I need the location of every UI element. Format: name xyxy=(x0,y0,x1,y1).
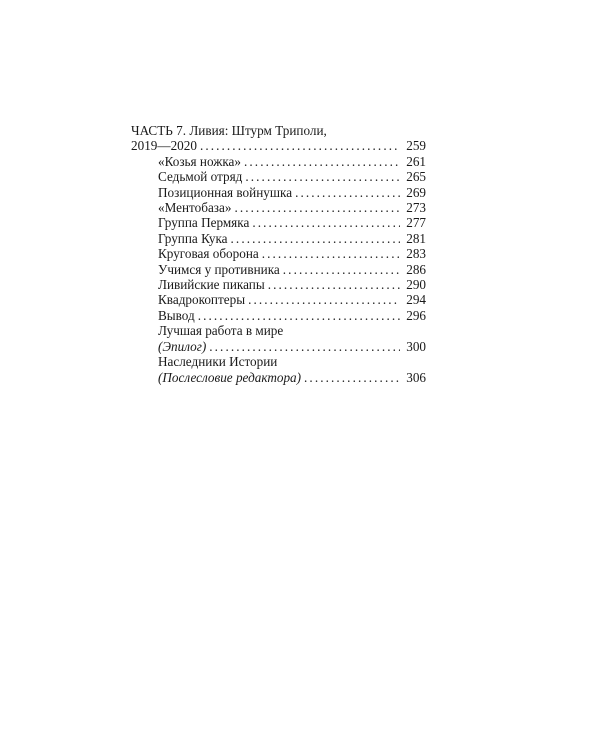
dot-leader xyxy=(262,246,400,261)
page-number: 269 xyxy=(406,184,426,200)
afterword-subtitle: (Послесловие редактора) xyxy=(158,369,302,385)
entry-title: Квадрокоптеры xyxy=(158,292,246,308)
page-number: 273 xyxy=(406,200,426,216)
dot-leader xyxy=(248,292,400,307)
toc-entry[interactable] xyxy=(131,200,426,215)
page-number: 306 xyxy=(406,369,426,385)
entry-title: Ливийские пикапы xyxy=(158,277,265,293)
entry-title: Седьмой отряд xyxy=(158,169,243,185)
dot-leader xyxy=(200,138,400,153)
dot-leader xyxy=(244,154,400,169)
epilogue-title: Лучшая работа в мире xyxy=(158,323,284,339)
toc-entry-epilogue[interactable] xyxy=(131,339,426,354)
page-number: 296 xyxy=(406,307,426,323)
toc-entry[interactable] xyxy=(131,277,426,292)
dot-leader xyxy=(231,231,400,246)
toc-entry[interactable] xyxy=(131,246,426,261)
toc-entry[interactable] xyxy=(131,169,426,184)
toc-entry[interactable] xyxy=(131,231,426,246)
entry-title: «Ментобаза» xyxy=(158,200,232,216)
table-of-contents xyxy=(131,123,426,385)
dot-leader xyxy=(283,262,400,277)
dot-leader xyxy=(198,308,400,323)
toc-entry[interactable] xyxy=(131,154,426,169)
page-number: 261 xyxy=(406,153,426,169)
entry-title: Круговая оборона xyxy=(158,246,259,262)
dot-leader xyxy=(252,215,400,230)
toc-entry[interactable] xyxy=(131,185,426,200)
page-number: 294 xyxy=(406,292,426,308)
dot-leader xyxy=(209,339,400,354)
dot-leader xyxy=(304,370,400,385)
toc-entry[interactable] xyxy=(131,308,426,323)
dot-leader xyxy=(234,200,400,215)
entry-title: Учимся у противника xyxy=(158,261,280,277)
toc-entry-afterword[interactable] xyxy=(131,370,426,385)
page-number: 283 xyxy=(406,246,426,262)
page-number: 265 xyxy=(406,169,426,185)
toc-entry[interactable] xyxy=(131,292,426,307)
dot-leader xyxy=(295,185,400,200)
toc-entry[interactable] xyxy=(131,215,426,230)
dot-leader xyxy=(268,277,400,292)
afterword-title: Наследники Истории xyxy=(158,354,278,370)
page-number: 259 xyxy=(406,138,426,154)
entry-title: Группа Кука xyxy=(158,230,228,246)
entry-title: Группа Пермяка xyxy=(158,215,250,231)
page-number: 281 xyxy=(406,230,426,246)
page-number: 286 xyxy=(406,261,426,277)
part-years: 2019—2020 xyxy=(131,138,197,154)
toc-entry[interactable] xyxy=(131,262,426,277)
dot-leader xyxy=(245,169,400,184)
toc-entry-part[interactable] xyxy=(131,138,426,153)
page-number: 290 xyxy=(406,277,426,293)
part-title: ЧАСТЬ 7. Ливия: Штурм Триполи, xyxy=(131,123,327,138)
page-number: 277 xyxy=(406,215,426,231)
page-number: 300 xyxy=(406,338,426,354)
entry-title: «Козья ножка» xyxy=(158,153,242,169)
epilogue-subtitle: (Эпилог) xyxy=(158,338,207,354)
entry-title: Позиционная войнушка xyxy=(158,184,293,200)
entry-title: Вывод xyxy=(158,307,195,323)
